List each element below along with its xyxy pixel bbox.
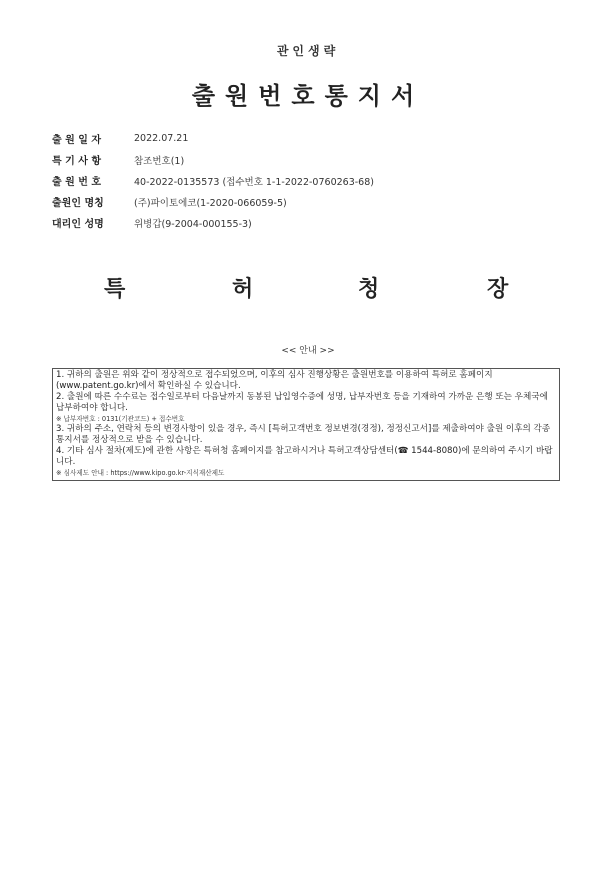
notice-heading: << 안내 >> bbox=[281, 346, 335, 356]
issuer-char: 특 bbox=[104, 277, 126, 302]
info-label: 대리인 성명 bbox=[52, 219, 104, 230]
applicant-value: (주)파이토에코(1-2020-066059-5) bbox=[134, 197, 287, 209]
notice-note-payer-number: ※ 납부자번호 : 0131(기관코드) + 접수번호 bbox=[56, 415, 185, 423]
info-row-applicant bbox=[52, 191, 572, 212]
agent-value: 위병갑(9-2004-000155-3) bbox=[134, 218, 252, 230]
info-label: 출 원 번 호 bbox=[52, 177, 102, 188]
classification-label: 관인생략 bbox=[276, 44, 340, 58]
info-label: 특 기 사 항 bbox=[52, 156, 102, 167]
notice-item-3: 3. 귀하의 주소, 연락처 등의 변경사항이 있을 경우, 즉시 [특허고객번호 정보변경(경정), 정정신고서]를 제출하여야 출원 이후의 각종 통지서를 정상적으로 받을 수 있습니다. bbox=[56, 424, 551, 445]
notice-note-guide: ※ 심사제도 안내 : https://www.kipo.go.kr-지식재산제도 bbox=[56, 469, 225, 477]
info-row-filing-date bbox=[52, 128, 572, 149]
info-row-remarks bbox=[52, 149, 572, 170]
info-row-agent bbox=[52, 212, 572, 233]
issuer-char: 장 bbox=[487, 277, 509, 302]
notice-item-1: 1. 귀하의 출원은 위와 같이 정상적으로 접수되었으며, 이후의 심사 진행상황은 출원번호를 이용하여 특허로 홈페이지(www.patent.go.kr)에서 확인하실 수 있습니다. bbox=[56, 370, 493, 391]
issuer-char: 청 bbox=[358, 277, 380, 302]
remarks-value: 참조번호(1) bbox=[134, 155, 185, 167]
notice-item-2: 2. 출원에 따른 수수료는 접수일로부터 다음날까지 동봉된 납입영수증에 성명, 납부자번호 등을 기재하여 가까운 은행 또는 우체국에 납부하여야 합니다. bbox=[56, 392, 548, 413]
issuer-title bbox=[0, 272, 616, 302]
application-number-value: 40-2022-0135573 (접수번호 1-1-2022-0760263-68) bbox=[134, 176, 374, 188]
filing-date-value: 2022.07.21 bbox=[134, 133, 189, 144]
notice-box bbox=[52, 368, 560, 481]
document-title: 출원번호통지서 bbox=[191, 82, 425, 110]
info-label: 출원인 명칭 bbox=[52, 198, 104, 209]
info-row-application-number bbox=[52, 170, 572, 191]
application-info bbox=[52, 128, 572, 233]
info-label: 출 원 일 자 bbox=[52, 135, 102, 146]
notice-item-4: 4. 기타 심사 절차(제도)에 관한 사항은 특허청 홈페이지를 참고하시거나 특허고객상담센터(☎ 1544-8080)에 문의하여 주시기 바랍니다. bbox=[56, 446, 553, 467]
issuer-char: 허 bbox=[232, 277, 254, 302]
